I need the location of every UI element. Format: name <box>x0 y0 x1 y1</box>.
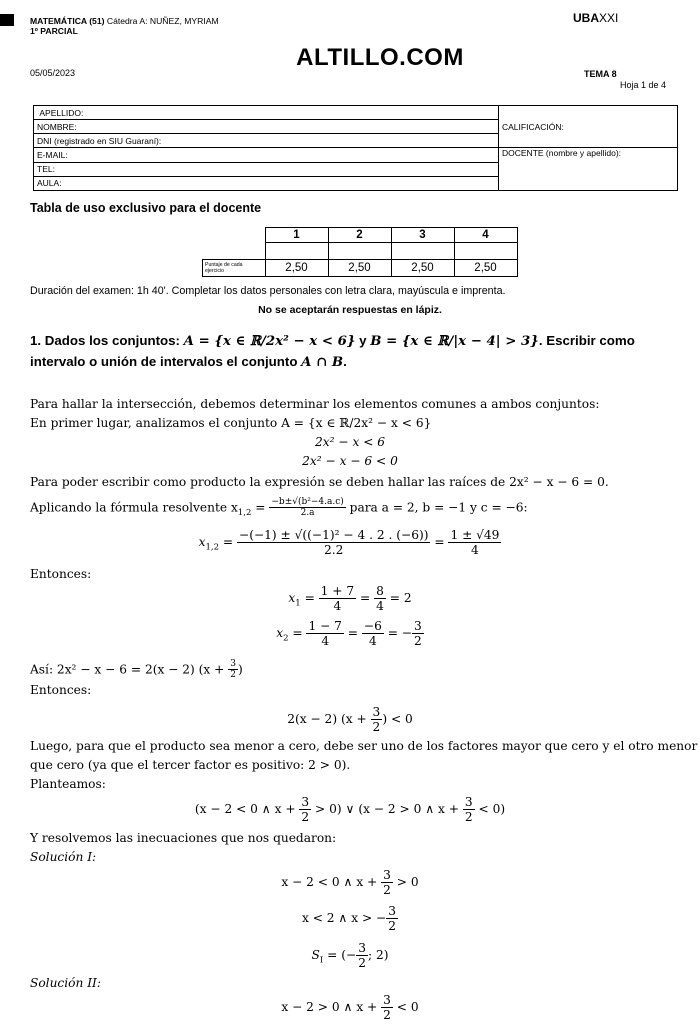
quadratic-formula: $x_{1,2}$ = $\frac{\text{−(−1) ± √((−1)² − 4 . 2 . (−6))}}{2.2}$ = $\frac{1 \pm √49}{4}$ <box>198 528 500 558</box>
exam-date: 05/05/2023 <box>30 68 76 78</box>
solution-line: Entonces: <box>30 567 92 581</box>
field-nombre[interactable]: NOMBRE: <box>34 120 499 134</box>
altillo-logo: ALTILLO.COM <box>296 44 464 71</box>
case-title: Solución II: <box>30 976 101 990</box>
col-header: 1 <box>265 228 328 243</box>
field-email[interactable]: E-MAIL: <box>34 148 499 162</box>
equation: 2x² − x − 6 < 0 <box>302 454 398 468</box>
course-name: MATEMÁTICA (51) <box>30 16 105 26</box>
solution-line: En primer lugar, analizamos el conjunto A = {x ∈ ℝ/2x² − x < 6} <box>30 416 432 430</box>
field-dni[interactable]: DNI (registrado en SIU Guaraní): <box>34 134 499 148</box>
duration-note: Duración del examen: 1h 40'. Completar los datos personales con letra clara, mayúscula e imprenta. <box>30 285 506 297</box>
score-cell: 2,50 <box>391 260 454 277</box>
field-aula[interactable]: AULA: <box>34 176 499 190</box>
solution-line: Para hallar la intersección, debemos determinar los elementos comunes a ambos conjuntos: <box>30 397 600 411</box>
corner-mark <box>0 14 14 26</box>
case2-step1: x − 2 > 0 ∧ x + $\frac{3}{2}$ < 0 <box>281 993 419 1023</box>
case-title: Solución I: <box>30 850 97 864</box>
grade-cell[interactable] <box>391 243 454 260</box>
inequality: 2(x − 2) (x + $\frac{3}{2}$ ) < 0 <box>287 705 413 735</box>
personal-data-table <box>33 105 678 191</box>
score-cell: 2,50 <box>454 260 517 277</box>
case1-step1: x − 2 < 0 ∧ x + $\frac{3}{2}$ > 0 <box>281 868 419 898</box>
docente-cell[interactable]: DOCENTE (nombre y apellido): <box>499 148 678 191</box>
solution-line: Planteamos: <box>30 777 106 791</box>
case1-step2: x < 2 ∧ x > − $\frac{3}{2}$ <box>301 904 397 934</box>
docente-table-title: Tabla de uso exclusivo para el docente <box>30 201 262 215</box>
factorization: Así: 2x² − x − 6 = 2(x − 2) (x + $\frac{3}{2}$ ) <box>30 659 243 681</box>
course-header <box>30 16 219 36</box>
solution-line: Para poder escribir como producto la expresión se deben hallar las raíces de 2x² − x − 6 = 0. <box>30 475 609 489</box>
uba-logo: UBAXXI <box>573 11 619 25</box>
field-tel[interactable]: TEL: <box>34 162 499 176</box>
field-apellido[interactable]: APELLIDO: <box>34 106 499 120</box>
case-system: (x − 2 < 0 ∧ x + $\frac{3}{2}$ > 0) ∨ (x − 2 > 0 ∧ x + $\frac{3}{2}$ < 0) <box>194 795 506 825</box>
grade-cell[interactable] <box>265 243 328 260</box>
col-header: 4 <box>454 228 517 243</box>
score-cell: 2,50 <box>328 260 391 277</box>
row-label: Puntaje de cada ejercicio <box>203 260 266 277</box>
calificacion-cell[interactable]: CALIFICACIÓN: <box>499 106 678 148</box>
solution-line: Entonces: <box>30 683 92 697</box>
pencil-warning: No se aceptarán respuestas en lápiz. <box>258 304 442 316</box>
grade-cell[interactable] <box>454 243 517 260</box>
grade-cell[interactable] <box>328 243 391 260</box>
case1-result: $S_I$ = (− $\frac{3}{2}$ ; 2) <box>311 941 389 971</box>
parcial-label: 1º PARCIAL <box>30 26 78 36</box>
solution-line: Luego, para que el producto sea menor a cero, debe ser uno de los factores mayor que cero y el otro menor <box>30 739 698 753</box>
root-x1: $x_1$ = $\frac{1 + 7}{4}$ = $\frac{8}{4}$ = 2 <box>288 584 412 614</box>
tema-label: TEMA 8 <box>584 69 617 79</box>
question-1: 1. Dados los conjuntos: A = {x ∈ ℝ/2x² − x < 6} y B = {x ∈ ℝ/|x − 4| > 3}. Escribir como intervalo o unión de intervalos el conjunto A ∩ B. <box>30 333 635 370</box>
page-counter: Hoja 1 de 4 <box>620 80 667 90</box>
col-header: 3 <box>391 228 454 243</box>
root-x2: $x_2$ = $\frac{1 - 7}{4}$ = $\frac{-6}{4}$ = − $\frac{3}{2}$ <box>276 619 422 649</box>
score-table <box>202 227 518 277</box>
solution-line: que cero (ya que el tercer factor es positivo: 2 > 0). <box>30 758 351 772</box>
catedra: Cátedra A: NUÑEZ, MYRIAM <box>106 16 219 26</box>
formula-line: Aplicando la fórmula resolvente $x_{1,2}$ = $\frac{\text{−b±√(b²−4.a.c)}}{2.a}$ para a = 2, b = −1 y c = −6: <box>30 497 528 519</box>
solution-line: Y resolvemos las inecuaciones que nos quedaron: <box>30 831 337 845</box>
equation: 2x² − x < 6 <box>314 435 386 449</box>
score-cell: 2,50 <box>265 260 328 277</box>
col-header: 2 <box>328 228 391 243</box>
